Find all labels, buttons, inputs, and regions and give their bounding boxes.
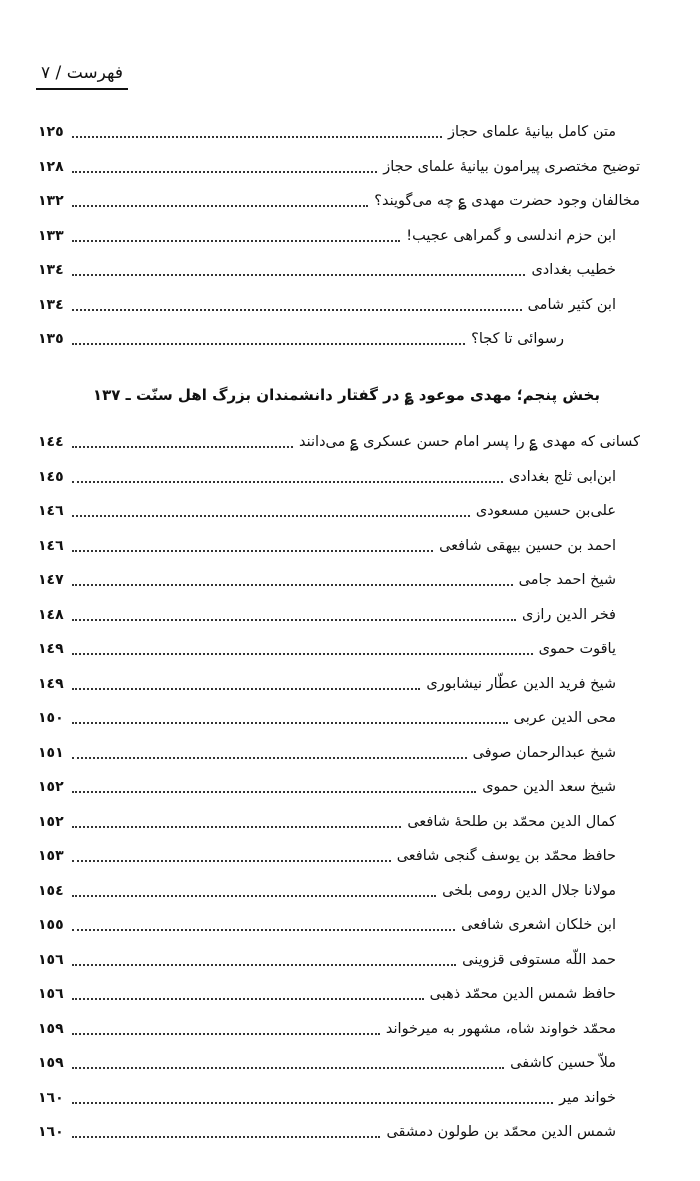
toc-entry-title: شیخ عبدالرحمان صوفی (472, 744, 616, 761)
toc-entry-title: توضیح مختصری پیرامون بیانیهٔ علمای حجاز (383, 158, 640, 175)
dot-leader (72, 929, 455, 931)
toc-entry[interactable] (38, 807, 616, 837)
toc-entry-page: ١٤٦ (38, 503, 64, 519)
toc-entry-title: مولانا جلال الدین رومی بلخی (442, 882, 616, 899)
toc-entry[interactable] (38, 290, 616, 320)
toc-entry-title: حمد اللّه مستوفی قزوینی (462, 951, 616, 968)
dot-leader (72, 171, 378, 173)
running-header: فهرست / ٧ (36, 58, 128, 90)
toc-entry-title: ابن خلکان اشعری شافعی (461, 917, 616, 933)
dot-leader (72, 1067, 505, 1069)
toc-entry-page: ١٣٤ (38, 296, 64, 313)
toc-entry-title: محی الدین عربی (513, 710, 616, 726)
toc-entry-page: ١٥٦ (38, 951, 64, 968)
toc-entry-title: شمس الدین محمّد بن طولون دمشقی (386, 1124, 616, 1140)
toc-entry-page: ١٥٢ (38, 779, 64, 795)
toc-entry[interactable] (38, 738, 616, 768)
dot-leader (72, 998, 424, 1000)
toc-entry-page: ١٥١ (38, 744, 64, 761)
dot-leader (72, 240, 401, 242)
dot-leader (72, 274, 526, 276)
toc-entry-page: ١٤٦ (38, 537, 64, 554)
toc-entry-page: ١٣٥ (38, 331, 64, 347)
toc-entry[interactable] (38, 255, 616, 285)
toc-entry-title: حافظ شمس الدین محمّد ذهبی (429, 986, 616, 1002)
toc-entry[interactable] (38, 1083, 616, 1113)
toc-entry-page: ١٥٩ (38, 1020, 64, 1037)
toc-entry[interactable] (38, 324, 564, 354)
toc-entry-title: احمد بن حسین بیهقی شافعی (439, 537, 616, 554)
toc-entry-page: ١٦٠ (38, 1124, 64, 1140)
toc-entry-page: ١٢٨ (38, 158, 64, 175)
toc-entry-page: ١٥٦ (38, 986, 64, 1002)
toc-entry-title: کمال الدین محمّد بن طلحهٔ شافعی (407, 813, 616, 830)
toc-entry-page: ١٥٤ (38, 882, 64, 899)
toc-entry-page: ١٥٠ (38, 710, 64, 726)
toc-entry[interactable] (38, 703, 616, 733)
toc-entry[interactable] (38, 1117, 616, 1147)
dot-leader (72, 481, 503, 483)
toc-entry-page: ١٤٥ (38, 468, 64, 485)
toc-entry-page: ١٥٣ (38, 848, 64, 864)
dot-leader (72, 895, 437, 897)
toc-entry-page: ١٥٥ (38, 917, 64, 933)
toc-entry-page: ١٢٥ (38, 124, 64, 140)
dot-leader (72, 619, 516, 621)
toc-entry[interactable] (38, 462, 616, 492)
dot-leader (72, 964, 457, 966)
toc-entry[interactable] (38, 186, 640, 216)
dot-leader (72, 205, 369, 207)
toc-entry-page: ١٣٣ (38, 227, 64, 244)
dot-leader (72, 550, 433, 552)
dot-leader (72, 757, 467, 759)
toc-entry-page: ١٤٨ (38, 606, 64, 623)
toc-entry-title: شیخ سعد الدین حموی (482, 779, 616, 795)
toc-entry-title: خطیب بغدادی (531, 262, 616, 278)
toc-entry-page: ١٤٧ (38, 572, 64, 588)
toc-entry-title: متن کامل بیانیهٔ علمای حجاز (447, 124, 616, 140)
toc-entry-title: ابن کثیر شامی (527, 296, 616, 313)
dot-leader (72, 1102, 553, 1104)
toc-entry[interactable] (38, 841, 616, 871)
section-heading: بخش پنجم؛ مهدی موعود ؏ در گفتار دانشمندان بزرگ اهل سنّت ـ ١٣٧ (92, 386, 600, 404)
toc-entry-title: محمّد خواوند شاه، مشهور به میرخواند (385, 1020, 616, 1037)
toc-entry-page: ١٣٤ (38, 262, 64, 278)
dot-leader (72, 136, 442, 138)
toc-entry-title: یاقوت حموی (538, 641, 616, 657)
toc-entry-title: ملاّ حسین کاشفی (510, 1055, 616, 1071)
toc-entry[interactable] (38, 531, 616, 561)
dot-leader (72, 791, 477, 793)
toc-entry-page: ١٥٩ (38, 1055, 64, 1071)
toc-entry[interactable] (38, 221, 616, 251)
toc-entry-title: شیخ فرید الدین عطّار نیشابوری (426, 675, 616, 692)
toc-entry-page: ١٤٤ (38, 434, 64, 450)
dot-leader (72, 826, 402, 828)
dot-leader (72, 1033, 380, 1035)
toc-entry-title: کسانی که مهدی ؏ را پسر امام حسن عسکری ؏ می‌دانند (299, 434, 640, 450)
dot-leader (72, 515, 470, 517)
toc-entry[interactable] (38, 772, 616, 802)
dot-leader (72, 1136, 381, 1138)
dot-leader (72, 860, 391, 862)
toc-entry[interactable] (38, 117, 616, 147)
toc-entry-page: ١٤٩ (38, 675, 64, 692)
toc-entry[interactable] (38, 876, 616, 906)
toc-entry-page: ١٥٢ (38, 813, 64, 830)
toc-entry[interactable] (38, 1048, 616, 1078)
toc-entry-title: ابن‌ابی ثلج بغدادی (508, 468, 616, 485)
dot-leader (72, 584, 513, 586)
toc-entry-title: مخالفان وجود حضرت مهدی ؏ چه می‌گویند؟ (374, 193, 640, 209)
dot-leader (72, 343, 466, 345)
toc-entry-title: رسوائی تا کجا؟ (471, 331, 564, 347)
toc-entry[interactable] (38, 669, 616, 699)
toc-entry[interactable] (38, 634, 616, 664)
toc-entry-page: ١٦٠ (38, 1089, 64, 1106)
toc-entry[interactable] (38, 600, 616, 630)
dot-leader (72, 653, 533, 655)
dot-leader (72, 309, 522, 311)
dot-leader (72, 688, 421, 690)
toc-entry-title: ابن حزم اندلسی و گمراهی عجیب! (406, 227, 616, 244)
toc-entry-title: شیخ احمد جامی (518, 572, 616, 588)
toc-entry[interactable] (38, 565, 616, 595)
dot-leader (72, 446, 293, 448)
toc-entry[interactable] (38, 152, 640, 182)
dot-leader (72, 722, 508, 724)
toc-entry-title: فخر الدین رازی (521, 606, 616, 623)
toc-entry-title: حافظ محمّد بن یوسف گنجی شافعی (396, 848, 616, 864)
toc-entry[interactable] (38, 979, 616, 1009)
toc-entry[interactable] (38, 427, 640, 457)
toc-entry[interactable] (38, 910, 616, 940)
toc-entry-title: علی‌بن حسین مسعودی (475, 503, 616, 519)
toc-entry[interactable] (38, 1014, 616, 1044)
toc-entry-page: ١٤٩ (38, 641, 64, 657)
toc-entry[interactable] (38, 496, 616, 526)
toc-entry-title: خواند میر (559, 1089, 616, 1106)
toc-entry-page: ١٣٢ (38, 193, 64, 209)
toc-entry[interactable] (38, 945, 616, 975)
